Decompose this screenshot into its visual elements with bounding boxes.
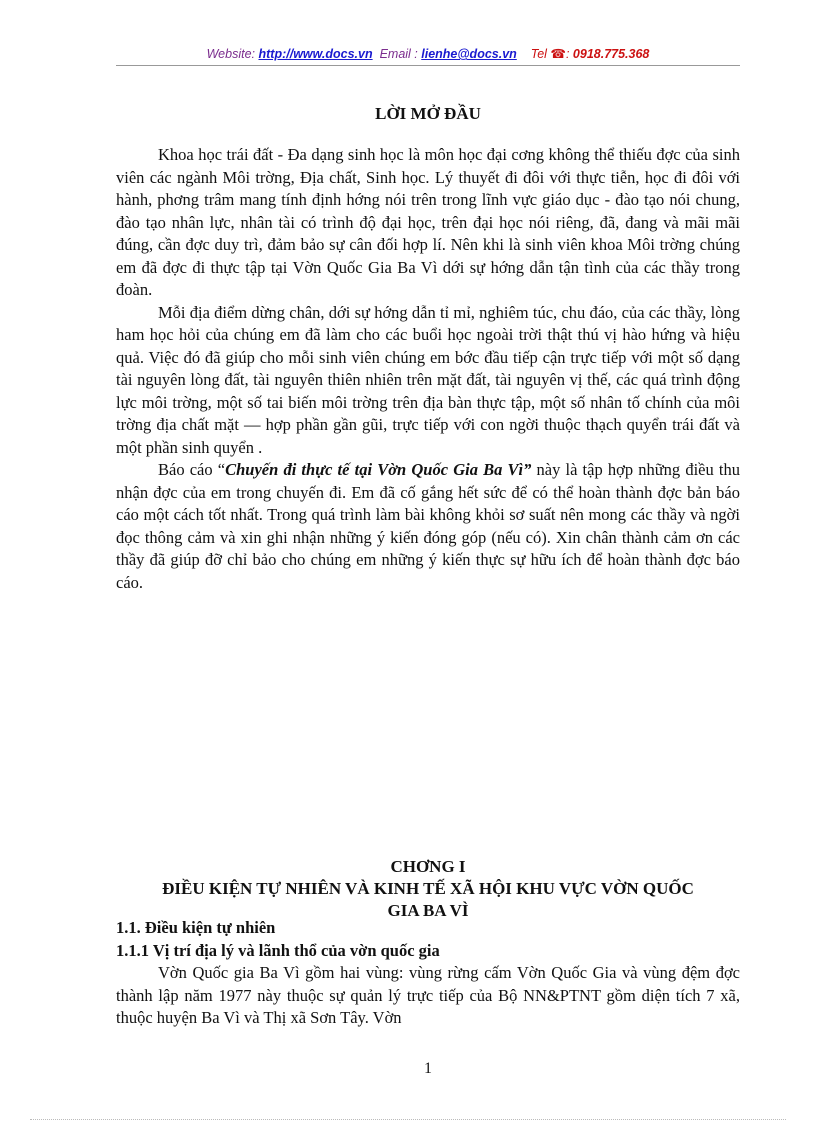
- chapter-label: CHƠNG I: [390, 857, 466, 876]
- intro-paragraph-2: Mỗi địa điểm dừng chân, dới sự hớng dẫn tỉ mỉ, nghiêm túc, chu đáo, của các thầy, lòng ham học hỏi của chúng em đã làm cho các buổi học ngoài trời thật thú vị hào hứng và hiệu quả. Việc đó đã giúp cho mỗi sinh viên chúng em bớc đầu tiếp cận trực tiếp với một số dạng tài nguyên lòng đất, tài nguyên thiên nhiên trên mặt đất, tài nguyên vị thế, các quá trình động lực môi trờng, một số tai biến môi trờng trên địa bàn thực tập, một số nhân tố chính của môi trờng địa chất mặt — hợp phần gần gũi, trực tiếp với con ngời thuộc thạch quyển trái đất và một phần sinh quyển .: [116, 302, 740, 457]
- tel-label: Tel ☎:: [530, 47, 573, 61]
- chapter-paragraph-1: Vờn Quốc gia Ba Vì gồm hai vùng: vùng rừng cấm Vờn Quốc Gia và vùng đệm đợc thành lập năm 1977 này thuộc sự quản lý trực tiếp của Bộ NN&PTNT gồm diện tích 7 xã, thuộc huyện Ba Vì và Thị xã Sơn Tây. Vờn: [116, 963, 740, 1027]
- intro-paragraph-1: Khoa học trái đất - Đa dạng sinh học là môn học đại cơng không thể thiếu đợc của sinh viên các ngành Môi trờng, Địa chất, Sinh học. Lý thuyết đi đôi với thực tiễn, học đi đôi với hành, phơng trâm mang tính định hớng nói trên trong lĩnh vực giáo dục - đào tạo nói chung, đào tạo nhân lực, nhân tài có trình độ đại học, trên đại học nói riêng, đã, đang và mãi mãi đúng, cần đợc duy trì, đảm bảo sự cân đối hợp lí. Nên khi là sinh viên khoa Môi trờng chúng em đã đợc đi thực tập tại Vờn Quốc Gia Ba Vì dới sự hớng dẫn tận tình của các thầy trong đoàn.: [116, 145, 740, 299]
- chapter-heading: [116, 856, 740, 922]
- email-label: Email :: [379, 47, 422, 61]
- email-link[interactable]: lienhe@docs.vn: [421, 47, 517, 61]
- chapter-title-line-1: ĐIỀU KIỆN TỰ NHIÊN VÀ KINH TẾ XÃ HỘI KHU VỰC VỜN QUỐC: [162, 879, 694, 898]
- page-number: 1: [424, 1060, 432, 1077]
- header-divider: [116, 65, 740, 66]
- website-label: Website:: [206, 47, 259, 61]
- report-title-emphasis: Chuyến đi thực tế tại Vờn Quốc Gia Ba Vì”: [225, 460, 532, 479]
- section-heading-1-1-1: 1.1.1 Vị trí địa lý và lãnh thổ của vờn quốc gia: [116, 941, 440, 960]
- footer-divider: [30, 1119, 786, 1120]
- chapter-title-line-2: GIA BA VÌ: [387, 901, 469, 920]
- page-title: LỜI MỞ ĐẦU: [375, 104, 481, 123]
- intro-section: [116, 144, 740, 594]
- intro-paragraph-3-rest: này là tập hợp những điều thu nhận đợc của em trong chuyến đi. Em đã cố gắng hết sức để có thể hoàn thành đợc bản báo cáo một cách tốt nhất. Trong quá trình làm bài không khỏi sơ suất nên mong các thầy và ngời đọc thông cảm và xin ghi nhận những ý kiến đóng góp (nếu có). Xin chân thành cảm ơn các thầy đã giúp đỡ chỉ bảo cho chúng em những ý kiến thực sự hữu ích để hoàn thành đợc báo cáo.: [116, 460, 740, 592]
- intro-paragraph-3-start: Báo cáo “: [158, 460, 226, 479]
- intro-paragraph-3: [116, 459, 740, 594]
- chapter-body: [116, 962, 740, 1030]
- section-heading-1-1: 1.1. Điều kiện tự nhiên: [116, 918, 276, 937]
- tel-value: 0918.775.368: [572, 47, 650, 61]
- page-header: [116, 46, 740, 61]
- website-link[interactable]: http://www.docs.vn: [258, 47, 373, 61]
